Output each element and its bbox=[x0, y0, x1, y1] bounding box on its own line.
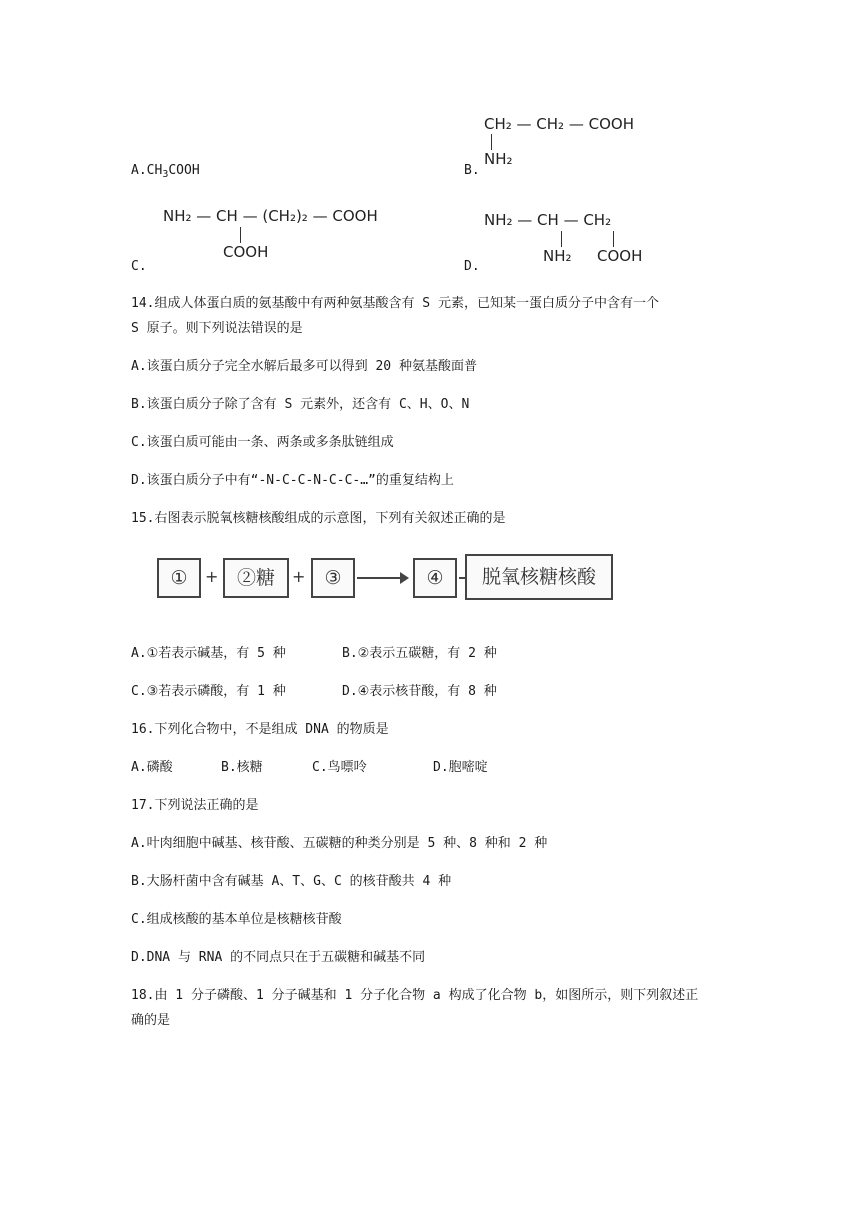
diagram-box-3: ③ bbox=[311, 558, 355, 598]
q14-stem-line1: 14.组成人体蛋白质的氨基酸中有两种氨基酸含有 S 元素，已知某一蛋白质分子中含有一个 bbox=[131, 296, 659, 311]
dna-composition-diagram bbox=[147, 540, 723, 624]
q13-option-b-label: B. bbox=[464, 163, 480, 178]
q16-option-d: D.胞嘧啶 bbox=[433, 760, 488, 775]
diagram-plus-2: + bbox=[292, 567, 306, 586]
q13-d-bond-left bbox=[561, 231, 562, 247]
diagram-box-1: ① bbox=[157, 558, 201, 598]
q17-option-d: D.DNA 与 RNA 的不同点只在于五碳糖和碱基不同 bbox=[131, 950, 426, 965]
q16-stem: 16.下列化合物中，不是组成 DNA 的物质是 bbox=[131, 722, 389, 737]
q13-option-d-label: D. bbox=[464, 259, 480, 274]
q13-c-structure-bottom: COOH bbox=[223, 243, 269, 261]
q13-option-c-label: C. bbox=[131, 259, 147, 274]
diagram-box-result: 脱氧核糖核酸 bbox=[465, 554, 613, 600]
q13-option-a bbox=[131, 162, 200, 184]
q17-option-b: B.大肠杆菌中含有碱基 A、T、G、C 的核苷酸共 4 种 bbox=[131, 874, 452, 889]
diagram-plus-1: + bbox=[205, 567, 219, 586]
q17-stem: 17.下列说法正确的是 bbox=[131, 798, 259, 813]
q15-stem: 15.右图表示脱氧核糖核酸组成的示意图，下列有关叙述正确的是 bbox=[131, 511, 506, 526]
q14-stem-line2: S 原子。则下列说法错误的是 bbox=[131, 321, 303, 336]
q13-a-formula-rest: COOH bbox=[168, 163, 200, 178]
q13-c-structure-top: NH₂ — CH — (CH₂)₂ — COOH bbox=[163, 207, 378, 225]
q14-option-a: A.该蛋白质分子完全水解后最多可以得到 20 种氨基酸面普 bbox=[131, 359, 477, 374]
q13-b-bond bbox=[491, 134, 492, 150]
q18-stem-line1: 18.由 1 分子磷酸、1 分子碱基和 1 分子化合物 a 构成了化合物 b，如图所示，则下列叙述正 bbox=[131, 988, 699, 1003]
diagram-box-2: ②糖 bbox=[223, 558, 289, 598]
q14-option-b: B.该蛋白质分子除了含有 S 元素外，还含有 C、H、O、N bbox=[131, 397, 470, 412]
q15-option-a: A.①若表示碱基，有 5 种 bbox=[131, 646, 286, 661]
diagram-box-4: ④ bbox=[413, 558, 457, 598]
q18-stem-line2: 确的是 bbox=[131, 1013, 171, 1028]
q13-b-structure-top: CH₂ — CH₂ — COOH bbox=[484, 115, 634, 133]
q13-d-bond-right bbox=[613, 231, 614, 247]
q13-c-bond bbox=[240, 227, 241, 243]
q14-option-d: D.该蛋白质分子中有“-N-C-C-N-C-C-…”的重复结构上 bbox=[131, 473, 454, 488]
q13-a-subscript: 3 bbox=[162, 169, 169, 180]
q17-option-c: C.组成核酸的基本单位是核糖核苷酸 bbox=[131, 912, 342, 927]
q13-d-structure-top: NH₂ — CH — CH₂ bbox=[484, 211, 612, 229]
q15-option-b: B.②表示五碳糖，有 2 种 bbox=[342, 646, 497, 661]
q13-a-label: A. bbox=[131, 163, 147, 178]
q14-option-c: C.该蛋白质可能由一条、两条或多条肽链组成 bbox=[131, 435, 394, 450]
diagram-arrow-1 bbox=[357, 577, 407, 579]
q13-a-formula: CH bbox=[146, 163, 163, 178]
q13-b-structure-bottom: NH₂ bbox=[484, 150, 513, 168]
q17-option-a: A.叶肉细胞中碱基、核苷酸、五碳糖的种类分别是 5 种、8 种和 2 种 bbox=[131, 836, 548, 851]
q16-option-b: B.核糖 bbox=[221, 760, 263, 775]
q15-option-d: D.④表示核苷酸，有 8 种 bbox=[342, 684, 497, 699]
q13-d-structure-bottom-right: COOH bbox=[597, 247, 643, 265]
q16-option-c: C.鸟嘌呤 bbox=[312, 760, 367, 775]
q16-option-a: A.磷酸 bbox=[131, 760, 173, 775]
q15-option-c: C.③若表示磷酸，有 1 种 bbox=[131, 684, 286, 699]
q13-d-structure-bottom-left: NH₂ bbox=[543, 247, 572, 265]
